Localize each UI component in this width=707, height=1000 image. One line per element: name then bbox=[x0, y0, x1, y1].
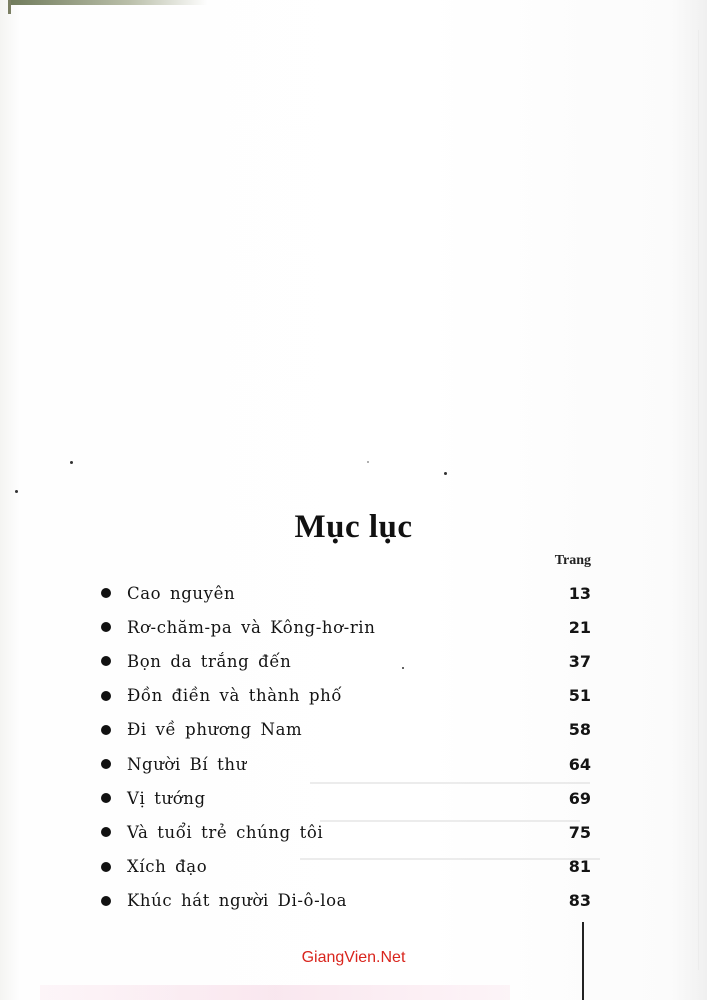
toc-entry bbox=[101, 610, 591, 644]
toc-entry-title: Và tuổi trẻ chúng tôi bbox=[127, 822, 324, 842]
dust-speck bbox=[444, 472, 447, 475]
toc-entry-page: 13 bbox=[568, 583, 591, 603]
bullet-icon bbox=[101, 862, 111, 872]
bullet-icon bbox=[101, 691, 111, 701]
toc-entry-title: Đi về phương Nam bbox=[127, 720, 303, 740]
scan-color-artifact bbox=[40, 985, 510, 1000]
toc-entry-title: Vị tướng bbox=[127, 788, 206, 808]
toc-entry-title: Rơ-chăm-pa và Kông-hơ-rin bbox=[127, 617, 376, 637]
toc-entry bbox=[101, 713, 591, 747]
toc-entry bbox=[101, 884, 591, 918]
toc-entry bbox=[101, 850, 591, 884]
page-column-header: Trang bbox=[554, 553, 591, 568]
toc-entry bbox=[101, 815, 591, 849]
dust-speck bbox=[70, 461, 73, 464]
toc-entry-page: 69 bbox=[568, 788, 591, 808]
toc-entry-page: 21 bbox=[568, 617, 591, 637]
toc-entry-title: Bọn da trắng đến bbox=[127, 651, 292, 671]
toc-entry-page: 83 bbox=[568, 891, 591, 911]
toc-entry-page: 58 bbox=[568, 720, 591, 740]
bullet-icon bbox=[101, 759, 111, 769]
toc-entry-page: 37 bbox=[568, 651, 591, 671]
dust-speck bbox=[15, 490, 18, 493]
toc-entry-page: 51 bbox=[568, 686, 591, 706]
page-title: Mục lục bbox=[294, 509, 413, 546]
page-edge-shadow bbox=[698, 30, 699, 970]
bullet-icon bbox=[101, 793, 111, 803]
bullet-icon bbox=[101, 827, 111, 837]
toc-entry-title: Khúc hát người Di-ô-loa bbox=[127, 891, 348, 911]
toc-entry-title: Cao nguyên bbox=[127, 583, 236, 603]
toc-entry bbox=[101, 747, 591, 781]
bullet-icon bbox=[101, 896, 111, 906]
scan-edge-artifact bbox=[8, 0, 208, 5]
bullet-icon bbox=[101, 588, 111, 598]
toc-entry-page: 81 bbox=[568, 857, 591, 877]
toc-entry bbox=[101, 781, 591, 815]
dust-speck bbox=[367, 461, 369, 463]
toc-entry-page: 64 bbox=[568, 754, 591, 774]
scan-edge-artifact bbox=[8, 0, 11, 14]
table-of-contents bbox=[101, 576, 591, 918]
watermark-text: GiangVien.Net bbox=[301, 949, 406, 966]
toc-entry-title: Xích đạo bbox=[127, 857, 208, 877]
toc-entry bbox=[101, 679, 591, 713]
bullet-icon bbox=[101, 656, 111, 666]
toc-entry-page: 75 bbox=[568, 822, 591, 842]
toc-entry-title: Đồn điền và thành phố bbox=[127, 686, 343, 706]
toc-entry-title: Người Bí thư bbox=[127, 754, 247, 774]
toc-entry bbox=[101, 576, 591, 610]
bullet-icon bbox=[101, 725, 111, 735]
toc-entry bbox=[101, 644, 591, 678]
bullet-icon bbox=[101, 622, 111, 632]
